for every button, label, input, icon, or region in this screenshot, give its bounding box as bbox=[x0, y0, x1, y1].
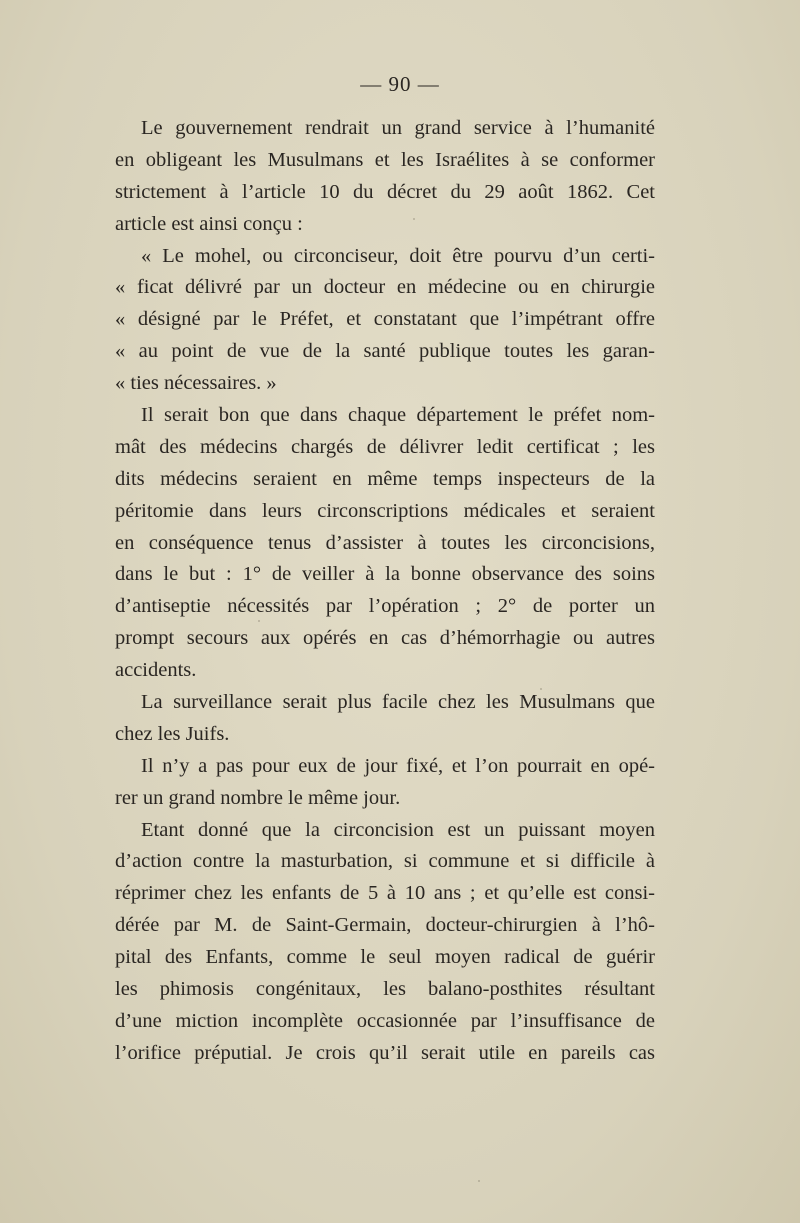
text-line: prompt secours aux opérés en cas d’hémorrhagie ou autres bbox=[115, 627, 655, 650]
paper-speck bbox=[258, 620, 260, 622]
text-line: les phimosis congénitaux, les balano-posthites résultant bbox=[115, 978, 655, 1001]
text-line: réprimer chez les enfants de 5 à 10 ans ; et qu’elle est consi- bbox=[115, 882, 655, 905]
paper-speck bbox=[413, 218, 415, 220]
text-line: « désigné par le Préfet, et constatant que l’impétrant offre bbox=[115, 308, 655, 331]
page-number: — 90 — bbox=[360, 72, 440, 96]
text-line: accidents. bbox=[115, 659, 197, 682]
text-line: Il serait bon que dans chaque département le préfet nom- bbox=[141, 404, 655, 427]
text-line: Il n’y a pas pour eux de jour fixé, et l’on pourrait en opé- bbox=[141, 754, 655, 777]
text-line: article est ainsi conçu : bbox=[115, 212, 303, 235]
text-line: dans le but : 1° de veiller à la bonne observance des soins bbox=[115, 563, 655, 586]
text-line: dérée par M. de Saint-Germain, docteur-chirurgien à l’hô- bbox=[115, 914, 655, 937]
text-line: en conséquence tenus d’assister à toutes les circoncisions, bbox=[115, 531, 655, 554]
text-line: chez les Juifs. bbox=[115, 722, 230, 745]
text-line: dits médecins seraient en même temps inspecteurs de la bbox=[115, 467, 655, 490]
text-line: en obligeant les Musulmans et les Israélites à se conformer bbox=[115, 148, 655, 171]
text-line: « ties nécessaires. » bbox=[115, 372, 277, 395]
text-line: Le gouvernement rendrait un grand service à l’humanité bbox=[141, 117, 655, 139]
text-line: pital des Enfants, comme le seul moyen radical de guérir bbox=[115, 946, 655, 969]
text-line: d’une miction incomplète occasionnée par l’insuffisance de bbox=[115, 1009, 655, 1032]
text-line: Etant donné que la circoncision est un puissant moyen bbox=[141, 818, 655, 841]
text-line: « Le mohel, ou circonciseur, doit être pourvu d’un certi- bbox=[141, 244, 655, 267]
text-line: La surveillance serait plus facile chez les Musulmans que bbox=[141, 691, 655, 714]
paper-speck bbox=[540, 688, 542, 690]
text-line: rer un grand nombre le même jour. bbox=[115, 786, 401, 809]
body-text bbox=[115, 113, 655, 1070]
text-line: d’antiseptie nécessités par l’opération ; 2° de porter un bbox=[115, 595, 655, 618]
text-line: strictement à l’article 10 du décret du 29 août 1862. Cet bbox=[115, 180, 655, 203]
text-line: « au point de vue de la santé publique toutes les garan- bbox=[115, 340, 655, 363]
text-line: d’action contre la masturbation, si commune et si difficile à bbox=[115, 850, 655, 873]
paper-speck bbox=[478, 1180, 480, 1182]
text-line: l’orifice préputial. Je crois qu’il serait utile en pareils cas bbox=[115, 1041, 655, 1064]
text-line: « ficat délivré par un docteur en médecine ou en chirurgie bbox=[115, 276, 655, 299]
text-line: mât des médecins chargés de délivrer ledit certificat ; les bbox=[115, 435, 655, 458]
text-line: péritomie dans leurs circonscriptions médicales et seraient bbox=[115, 499, 655, 522]
